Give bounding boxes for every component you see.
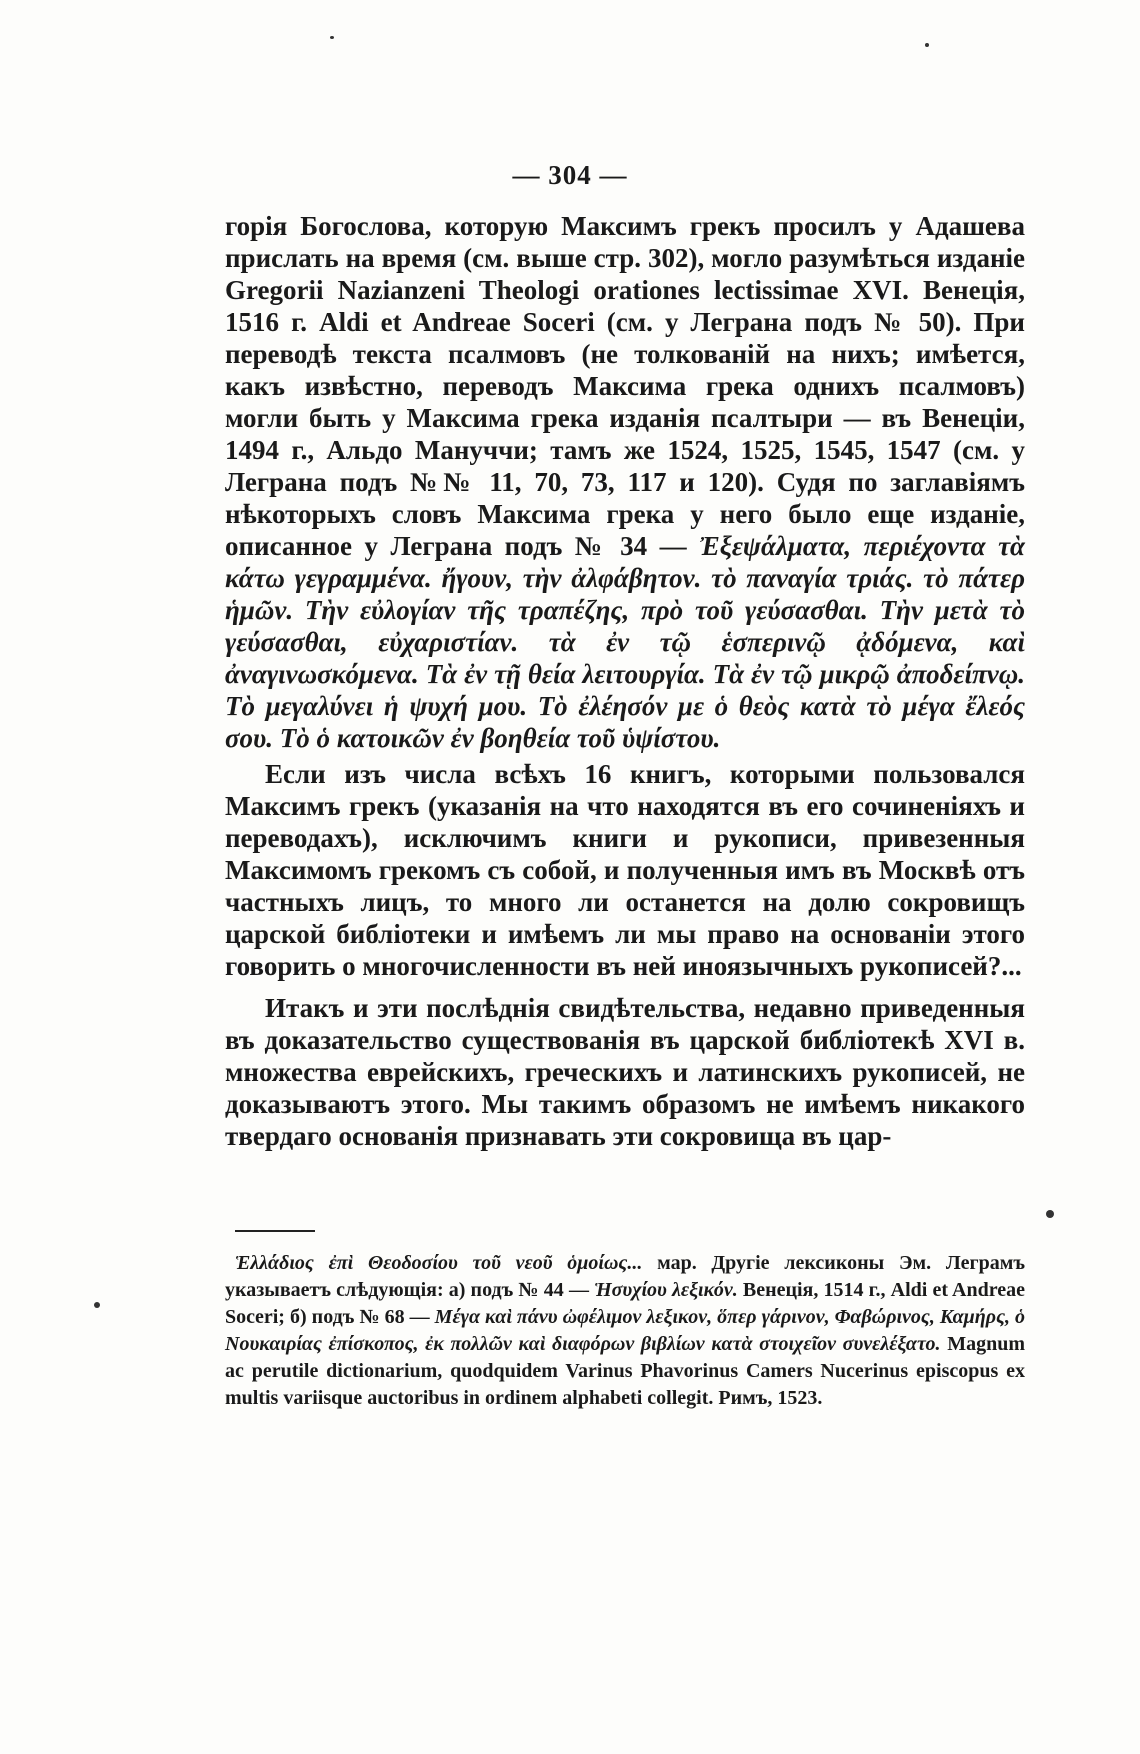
footnote-greek-a: Ἑλλάδιος ἐπὶ Θεοδοσίου τοῦ νεοῦ ὁμοίως... bbox=[235, 1252, 643, 1274]
footnote bbox=[225, 1250, 1025, 1412]
footnote-text-c: Magnum ac perutile dictionarium, quodquidem Varinus Phavorinus Camers Nucerinus episcopus ex multis variisque auctoribus in ordinem alphabeti collegit. Римъ, 1523. bbox=[225, 1333, 1025, 1409]
paragraph-3: Итакъ и эти послѣднія свидѣтельства, недавно приведенныя въ доказательство существованія въ царской библіотекѣ XVI в. множества еврейскихъ, греческихъ и латинскихъ рукописей, не доказываютъ этого. Мы такимъ образомъ не имѣемъ никакого твердаго основанія признавать эти сокровища въ цар- bbox=[225, 993, 1025, 1151]
ink-speck bbox=[925, 43, 929, 47]
ink-speck bbox=[1046, 1210, 1054, 1218]
ink-speck bbox=[330, 36, 334, 39]
footnote-greek-b: Ἡσυχίου λεξικόν. bbox=[594, 1279, 738, 1301]
paragraph-2: Если изъ числа всѣхъ 16 книгъ, которыми пользовался Максимъ грекъ (указанія на что находятся въ его сочиненіяхъ и переводахъ), исключимъ книги и рукописи, привезенныя Максимомъ грекомъ съ собой, и полученныя имъ въ Москвѣ отъ частныхъ лицъ, то много ли останется на долю сокровищъ царской библіотеки и имѣемъ ли мы право на основаніи этого говорить о многочисленности въ ней иноязычныхъ рукописей?... bbox=[225, 759, 1025, 981]
paragraph-1-text: горія Богослова, которую Максимъ грекъ просилъ у Адашева прислать на время (см. выше стр. 302), могло разумѣться изданіе Gregorii Nazianzeni Theologi orationes lectissimae XVI. Венеція, 1516 г. Aldi et Andreae Soceri (см. у Леграна подъ № 50). При переводѣ текста псалмовъ (не толкованій на нихъ; имѣется, какъ извѣстно, переводъ Максима грека однихъ псалмовъ) могли быть у Максима грека изданія псалтыри — въ Венеціи, 1494 г., Альдо Мануччи; тамъ же 1524, 1525, 1545, 1547 (см. у Леграна подъ №№ 11, 70, 73, 117 и 120). Судя по заглавіямъ нѣкоторыхъ словъ Максима грека у него было еще изданіе, описанное у Леграна подъ № 34 — bbox=[225, 211, 1025, 561]
page-number: — 304 — bbox=[512, 160, 628, 190]
ink-speck bbox=[94, 1302, 100, 1308]
paragraph-continuation bbox=[225, 210, 1025, 754]
footnote-text bbox=[225, 1250, 1025, 1412]
greek-quotation: Ἐξεψάλματα, περιέχοντα τὰ κάτω γεγραμμένα. ἤγουν, τὴν ἀλφάβητον. τὸ παναγία τριάς. τὸ πάτερ ἡμῶν. Τὴν εὐλογίαν τῆς τραπέζης, πρὸ τοῦ γεύσασθαι. Τὴν μετὰ τὸ γεύσασθαι, εὐχαριστίαν. τὰ ἐν τῷ ἑσπερινῷ ᾀδόμενα, καὶ ἀναγινωσκόμενα. Τὰ ἐν τῇ θεία λειτουργία. Τὰ ἐν τῷ μικρῷ ἀποδείπνῳ. Τὸ μεγαλύνει ἡ ψυχή μου. Τὸ ἐλέησόν με ὁ θεὸς κατὰ τὸ μέγα ἔλεός σου. Τὸ ὁ κατοικῶν ἐν βοηθεία τοῦ ὑψίστου. bbox=[225, 531, 1025, 753]
footnote-greek-c: Μέγα καὶ πάνυ ὠφέλιμον λεξικον, ὅπερ γάρινον, Φαβώρινος, Καμήρς, ὁ Νουκαιρίας ἐπίσκοπος, ἐκ πολλῶν καὶ διαφόρων βιβλίων κατὰ στοιχεῖον συνελέξατο. bbox=[225, 1306, 1026, 1355]
footnote-text-b: Венеція, 1514 г., Aldi et Andreae Soceri; б) подъ № 68 — bbox=[225, 1279, 1025, 1328]
footnote-separator bbox=[235, 1230, 315, 1232]
footnote-text-a: мар. Другіе лексиконы Эм. Леграмъ указываетъ слѣдующія: а) подъ № 44 — bbox=[225, 1252, 1025, 1301]
main-text bbox=[225, 210, 1025, 1152]
